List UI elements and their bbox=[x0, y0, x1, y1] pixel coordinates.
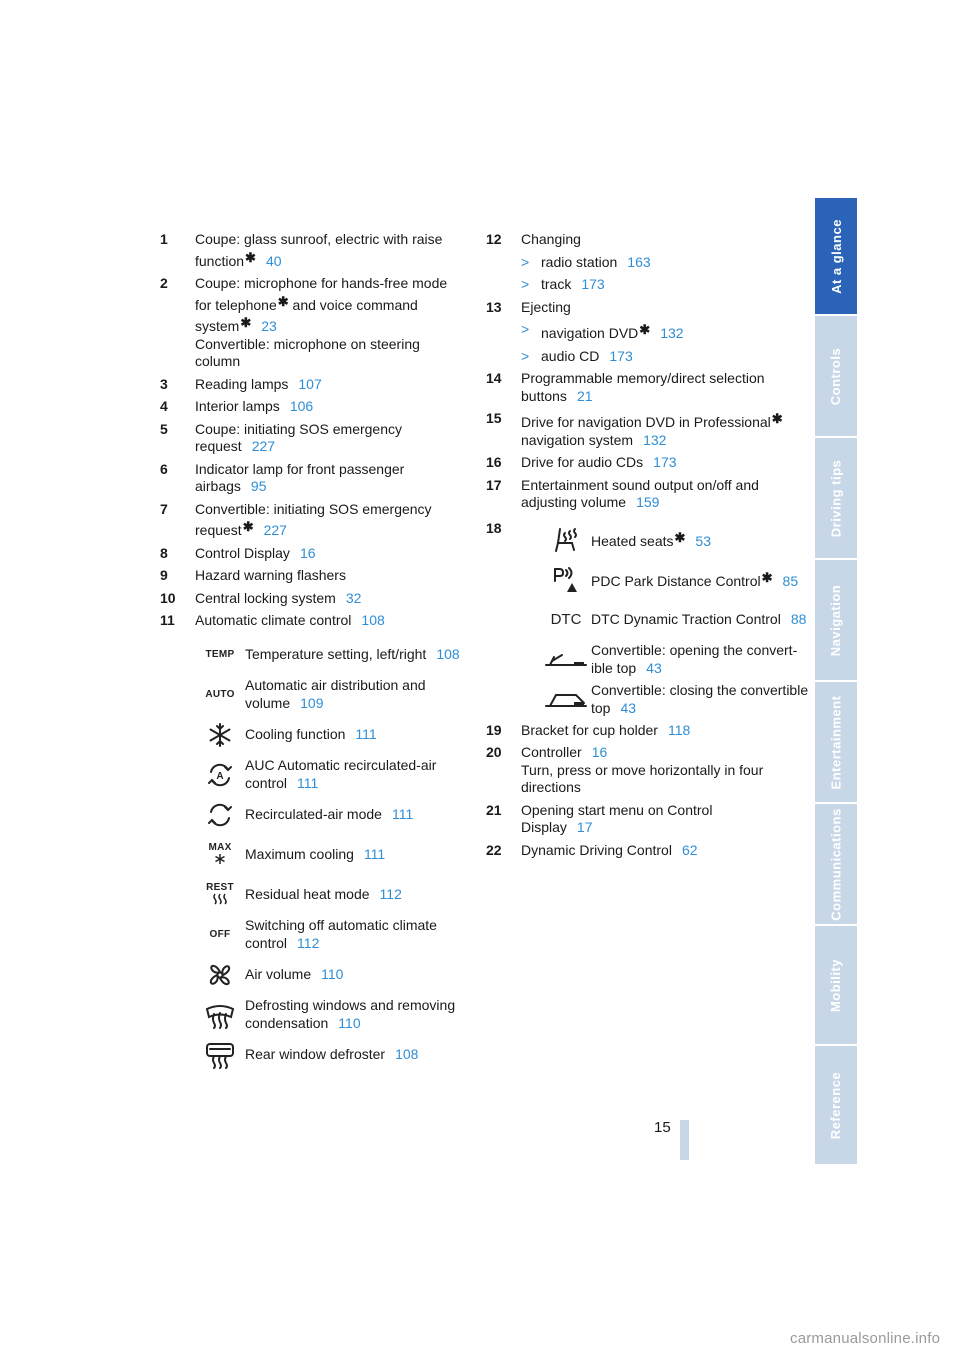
list-item-3 bbox=[160, 376, 460, 394]
dtc-icon bbox=[541, 600, 591, 640]
chapter-tab-label: At a glance bbox=[828, 218, 844, 294]
item-text: Opening start menu on Control Display bbox=[521, 801, 713, 835]
item-body bbox=[521, 802, 786, 837]
icon-table-row bbox=[541, 600, 807, 640]
page-reference-link[interactable]: 16 bbox=[299, 544, 316, 561]
item-text: Convertible: opening the convert-ible top bbox=[591, 642, 798, 676]
chapter-tab-entertainment[interactable] bbox=[815, 682, 857, 802]
item-number: 9 bbox=[160, 567, 168, 583]
item-text: Temperature setting, left/right bbox=[245, 645, 427, 662]
item-body bbox=[521, 744, 786, 797]
icon-table-row bbox=[541, 560, 799, 600]
item-body bbox=[521, 842, 786, 860]
icon-table-row bbox=[195, 635, 460, 675]
icon-description-text bbox=[245, 1046, 418, 1064]
list-item-21 bbox=[486, 802, 786, 837]
icon-table-row bbox=[195, 835, 460, 875]
icon-table-row bbox=[195, 915, 460, 955]
icon-description-text bbox=[591, 569, 798, 591]
page-reference-link[interactable]: 108 bbox=[436, 645, 460, 662]
item-number: 22 bbox=[486, 841, 502, 858]
icon-label: AUTO bbox=[205, 689, 235, 700]
item-number: 10 bbox=[160, 589, 176, 606]
icon-table-row bbox=[195, 875, 460, 915]
page-reference-link[interactable]: 111 bbox=[297, 774, 319, 791]
page-reference-link[interactable]: 43 bbox=[646, 659, 662, 676]
watermark: carmanualsonline.info bbox=[790, 1330, 941, 1347]
list-item-2 bbox=[160, 275, 460, 371]
page-reference-link[interactable]: 62 bbox=[681, 841, 698, 858]
item-text: navigation system bbox=[521, 431, 634, 448]
page-reference-link[interactable]: 107 bbox=[298, 375, 322, 392]
item-body bbox=[195, 421, 460, 456]
icon-table-row bbox=[195, 995, 460, 1035]
item-number: 5 bbox=[160, 420, 168, 437]
item-number: 20 bbox=[486, 744, 502, 760]
chapter-tab-communications[interactable] bbox=[815, 804, 857, 924]
item-number: 19 bbox=[486, 721, 502, 738]
icon-description bbox=[591, 560, 816, 600]
icon-description-text bbox=[591, 642, 816, 677]
item-number: 1 bbox=[160, 231, 168, 247]
item-text: Indicator lamp for front passenger airbags bbox=[195, 460, 405, 494]
item-text: Air volume bbox=[245, 965, 312, 982]
page-reference-link[interactable]: 40 bbox=[265, 252, 282, 269]
item-text: Rear window defroster bbox=[245, 1045, 386, 1062]
icon-description bbox=[591, 600, 816, 640]
list-item-4 bbox=[160, 398, 460, 416]
sub-item bbox=[521, 254, 786, 272]
list-item-15 bbox=[486, 410, 786, 449]
item-text: Dynamic Driving Control bbox=[521, 841, 672, 858]
item-text: Programmable memory/direct selection buttons bbox=[521, 370, 765, 404]
item-number: 2 bbox=[160, 275, 168, 291]
chapter-tab-at-a-glance[interactable] bbox=[815, 198, 857, 314]
item-number: 7 bbox=[160, 500, 168, 517]
page-reference-link[interactable]: 95 bbox=[250, 478, 267, 494]
item-body bbox=[195, 398, 460, 416]
page-reference-link[interactable]: 132 bbox=[643, 431, 667, 448]
item-text: Interior lamps bbox=[195, 398, 280, 414]
item-number: 13 bbox=[486, 298, 502, 315]
page-reference-link[interactable]: 112 bbox=[379, 885, 402, 902]
list-item-1 bbox=[160, 231, 460, 270]
page-reference-link[interactable]: 109 bbox=[300, 694, 324, 711]
list-item-17 bbox=[486, 477, 786, 512]
list-item-6 bbox=[160, 461, 460, 496]
page-reference-link[interactable]: 111 bbox=[355, 725, 377, 742]
footnote-star: ✱ bbox=[771, 411, 783, 426]
page-reference-link[interactable]: 88 bbox=[790, 610, 807, 627]
bullet-icon: > bbox=[521, 321, 530, 337]
icon-table-row bbox=[195, 1035, 460, 1075]
page-marker-bar bbox=[680, 1120, 689, 1160]
icon-description-text bbox=[245, 726, 377, 744]
left-column bbox=[160, 231, 460, 1075]
chapter-tab-label: Navigation bbox=[828, 584, 844, 656]
page-reference-link[interactable]: 43 bbox=[620, 699, 637, 716]
page-reference-link[interactable]: 110 bbox=[338, 1014, 361, 1031]
page-reference-link[interactable]: 227 bbox=[251, 438, 276, 454]
footnote-star: ✱ bbox=[242, 519, 254, 534]
item-text: AUC Automatic recirculated-air control bbox=[245, 757, 437, 791]
rest-heat-icon bbox=[195, 875, 245, 915]
sub-item bbox=[521, 348, 786, 366]
item-text: Controller bbox=[521, 744, 582, 760]
list-item-20 bbox=[486, 744, 786, 797]
page-number: 15 bbox=[654, 1119, 671, 1136]
item-text: Cooling function bbox=[245, 725, 346, 742]
page-reference-link[interactable]: 132 bbox=[660, 325, 684, 341]
item-number: 12 bbox=[486, 231, 502, 247]
icon-description bbox=[245, 715, 475, 755]
item-text: Changing bbox=[521, 231, 581, 247]
heat-waves-icon bbox=[212, 893, 228, 905]
page-reference-link[interactable]: 173 bbox=[581, 276, 605, 292]
icon-label: DTC bbox=[550, 611, 582, 628]
icon-description-text bbox=[245, 806, 413, 824]
icon-description-text bbox=[245, 646, 460, 664]
page-reference-link[interactable]: 110 bbox=[321, 965, 344, 982]
icon-label: MAX bbox=[208, 842, 231, 868]
fan-icon bbox=[195, 955, 245, 995]
item-text: Coupe: initiating SOS emergency request bbox=[195, 420, 402, 454]
icon-table-row bbox=[541, 680, 809, 720]
list-item-7 bbox=[160, 501, 460, 540]
page-reference-link[interactable]: 163 bbox=[627, 253, 651, 270]
icon-description bbox=[245, 755, 475, 795]
item-text: DTC Dynamic Traction Control bbox=[591, 610, 781, 627]
item-text: Reading lamps bbox=[195, 375, 289, 392]
item-body bbox=[195, 376, 460, 394]
icon-description-text bbox=[245, 677, 475, 712]
item-number: 6 bbox=[160, 460, 168, 477]
icon-description-text bbox=[245, 917, 475, 952]
item-extra-text: Turn, press or move horizontally in four directions bbox=[521, 761, 764, 795]
icon-table-row bbox=[195, 795, 460, 835]
rear-window-defrost-icon bbox=[195, 1035, 245, 1075]
icon-description bbox=[245, 995, 475, 1035]
page-reference-link[interactable]: 85 bbox=[782, 572, 799, 589]
page-reference-link[interactable]: 173 bbox=[609, 347, 633, 364]
chapter-tab-mobility[interactable] bbox=[815, 926, 857, 1044]
item-text: track bbox=[541, 276, 572, 292]
list-item-22 bbox=[486, 842, 786, 860]
recirculation-icon bbox=[195, 795, 245, 835]
footnote-star: ✱ bbox=[240, 315, 252, 330]
chapter-tab-reference[interactable] bbox=[815, 1046, 857, 1164]
icon-description bbox=[591, 680, 816, 720]
icon-description bbox=[245, 635, 475, 675]
page-reference-link[interactable]: 23 bbox=[261, 318, 277, 334]
item-text: navigation DVD bbox=[541, 325, 639, 341]
page-reference-link[interactable]: 173 bbox=[653, 454, 677, 470]
chapter-tab-driving-tips[interactable] bbox=[815, 438, 857, 558]
page-reference-link[interactable]: 111 bbox=[363, 845, 386, 862]
item-number: 4 bbox=[160, 398, 168, 414]
footnote-star: ✱ bbox=[277, 293, 289, 309]
auc-recirculation-icon bbox=[195, 755, 245, 795]
icon-label: REST bbox=[206, 882, 234, 908]
svg-text:A: A bbox=[216, 770, 224, 782]
icon-description-text bbox=[591, 529, 711, 551]
item-body bbox=[195, 612, 460, 630]
icon-description bbox=[591, 640, 816, 680]
item-body bbox=[195, 231, 460, 270]
item-number: 16 bbox=[486, 454, 502, 470]
list-item-16 bbox=[486, 454, 786, 472]
windshield-defrost-icon bbox=[195, 995, 245, 1035]
list-item-5 bbox=[160, 421, 460, 456]
item-body bbox=[195, 567, 460, 585]
icon-table-row bbox=[195, 675, 460, 715]
item-body bbox=[195, 501, 460, 540]
item-body bbox=[521, 231, 786, 294]
item-text: Bracket for cup holder bbox=[521, 721, 658, 738]
item-text: Recirculated-air mode bbox=[245, 805, 382, 822]
footnote-star: ✱ bbox=[674, 529, 686, 545]
sub-item bbox=[521, 276, 786, 294]
heated-seat-icon bbox=[541, 520, 591, 560]
page-reference-link[interactable]: 21 bbox=[576, 387, 593, 404]
item-number: 8 bbox=[160, 544, 168, 561]
item-body bbox=[521, 454, 786, 472]
item-extra-text: Convertible: microphone on steering column bbox=[195, 335, 420, 369]
icon-description bbox=[245, 835, 475, 875]
item-number: 14 bbox=[486, 370, 502, 386]
item-text: Drive for navigation DVD in Professional bbox=[521, 414, 771, 430]
right-column bbox=[486, 231, 809, 864]
item-text: Defrosting windows and removing condensation bbox=[245, 997, 456, 1031]
item-text: Coupe: microphone for hands-free mode for telephone bbox=[195, 275, 448, 313]
item-text: Convertible: closing the convertible top bbox=[591, 682, 809, 716]
page-reference-link[interactable]: 159 bbox=[636, 494, 660, 510]
page-reference-link[interactable]: 106 bbox=[289, 398, 314, 414]
bullet-icon: > bbox=[521, 347, 530, 364]
list-item-13 bbox=[486, 299, 786, 366]
page-reference-link[interactable]: 53 bbox=[695, 532, 711, 549]
icon-description-text bbox=[245, 966, 343, 984]
auto-icon bbox=[195, 675, 245, 715]
item-text: Maximum cooling bbox=[245, 845, 354, 862]
chapter-tab-label: Controls bbox=[828, 347, 844, 405]
icon-description-text bbox=[245, 997, 475, 1032]
page-reference-link[interactable]: 118 bbox=[667, 721, 691, 738]
item-text: Control Display bbox=[195, 544, 290, 561]
page-reference-link[interactable]: 108 bbox=[395, 1045, 419, 1062]
icon-description bbox=[245, 875, 475, 915]
page-reference-link[interactable]: 112 bbox=[297, 934, 320, 951]
page-reference-link[interactable]: 32 bbox=[345, 589, 362, 606]
off-icon bbox=[195, 915, 245, 955]
list-item-8 bbox=[160, 545, 460, 563]
item-text: Ejecting bbox=[521, 298, 571, 315]
icon-label: OFF bbox=[209, 929, 231, 940]
item-body bbox=[521, 722, 786, 740]
icon-table-row bbox=[195, 715, 460, 755]
icon-description-text bbox=[591, 611, 806, 629]
icon-description bbox=[245, 955, 475, 995]
item-text: radio station bbox=[541, 253, 618, 270]
item-text: Residual heat mode bbox=[245, 885, 370, 902]
item-body bbox=[195, 545, 460, 563]
icon-description-text bbox=[591, 682, 816, 717]
icon-description bbox=[245, 675, 475, 715]
icon-description-text bbox=[245, 886, 402, 904]
item-text: Switching off automatic climate control bbox=[245, 917, 437, 951]
item-text: audio CD bbox=[541, 347, 600, 364]
item-number: 21 bbox=[486, 801, 502, 818]
chapter-tab-controls[interactable] bbox=[815, 316, 857, 436]
list-item-12 bbox=[486, 231, 786, 294]
footnote-star: ✱ bbox=[245, 249, 256, 265]
item-number: 15 bbox=[486, 410, 502, 426]
max-cooling-icon bbox=[195, 835, 245, 875]
page-reference-link[interactable]: 108 bbox=[361, 612, 385, 628]
icon-description bbox=[245, 915, 475, 955]
pdc-icon bbox=[541, 560, 591, 600]
icon-description-text bbox=[245, 846, 385, 864]
item-text: Convertible: initiating SOS emergency request bbox=[195, 500, 432, 538]
item-text: and voice command system bbox=[195, 296, 418, 334]
item-text: Heated seats bbox=[591, 532, 674, 549]
chapter-tab-label: Driving tips bbox=[828, 459, 844, 537]
bullet-icon: > bbox=[521, 276, 530, 292]
icon-label: TEMP bbox=[205, 649, 235, 660]
chapter-tab-label: Communications bbox=[828, 807, 844, 921]
chapter-tab-label: Entertainment bbox=[828, 695, 844, 789]
icon-description bbox=[245, 795, 475, 835]
item-text: Coupe: glass sunroof, electric with raise function bbox=[195, 231, 443, 269]
item-text: Automatic air distribution and volume bbox=[245, 677, 426, 711]
item-number: 3 bbox=[160, 375, 168, 392]
icon-table-row bbox=[541, 520, 786, 560]
list-item-19 bbox=[486, 722, 786, 740]
snowflake-icon bbox=[195, 715, 245, 755]
list-item-9 bbox=[160, 567, 460, 585]
icon-description bbox=[245, 1035, 475, 1075]
convertible-close-icon bbox=[541, 680, 591, 720]
item-body bbox=[521, 370, 786, 405]
bullet-icon: > bbox=[521, 253, 530, 270]
item-text: PDC Park Distance Control bbox=[591, 572, 761, 589]
item-text: Hazard warning flashers bbox=[195, 567, 346, 583]
item-body bbox=[521, 410, 786, 449]
item-body bbox=[521, 477, 786, 512]
item-body bbox=[195, 461, 460, 496]
chapter-tabs bbox=[815, 198, 857, 1160]
item-text: Entertainment sound output on/off and adjusting volume bbox=[521, 476, 759, 510]
icon-table-row bbox=[195, 955, 460, 995]
page-reference-link[interactable]: 227 bbox=[263, 522, 287, 538]
list-item-14 bbox=[486, 370, 786, 405]
item-body bbox=[521, 299, 786, 366]
item-number: 17 bbox=[486, 476, 502, 493]
item-number: 18 bbox=[486, 519, 502, 536]
chapter-tab-label: Mobility bbox=[828, 958, 844, 1012]
list-item-10 bbox=[160, 590, 460, 608]
icon-table-row bbox=[195, 755, 460, 795]
item-body bbox=[195, 590, 460, 608]
list-item-18 bbox=[486, 519, 809, 720]
item-text: Central locking system bbox=[195, 589, 336, 606]
icon-table-row bbox=[541, 640, 798, 680]
chapter-tab-navigation[interactable] bbox=[815, 560, 857, 680]
item-text: Drive for audio CDs bbox=[521, 454, 644, 470]
sub-item bbox=[521, 321, 786, 343]
item-text: Automatic climate control bbox=[195, 612, 352, 628]
convertible-open-icon bbox=[541, 640, 591, 680]
temp-icon bbox=[195, 635, 245, 675]
icon-description bbox=[591, 520, 816, 560]
footnote-star: ✱ bbox=[761, 569, 773, 585]
item-body bbox=[195, 275, 460, 371]
climate-icon-table bbox=[160, 635, 460, 1075]
page-reference-link[interactable]: 111 bbox=[391, 805, 414, 822]
item18-icon-table bbox=[506, 520, 809, 720]
footnote-star: ✱ bbox=[639, 322, 651, 337]
small-snowflake-icon bbox=[214, 853, 226, 865]
list-item-11 bbox=[160, 612, 460, 630]
chapter-tab-label: Reference bbox=[828, 1071, 844, 1139]
page-reference-link[interactable]: 17 bbox=[576, 819, 593, 835]
page-reference-link[interactable]: 16 bbox=[591, 744, 608, 760]
item-number: 11 bbox=[160, 612, 175, 628]
icon-description-text bbox=[245, 757, 475, 792]
